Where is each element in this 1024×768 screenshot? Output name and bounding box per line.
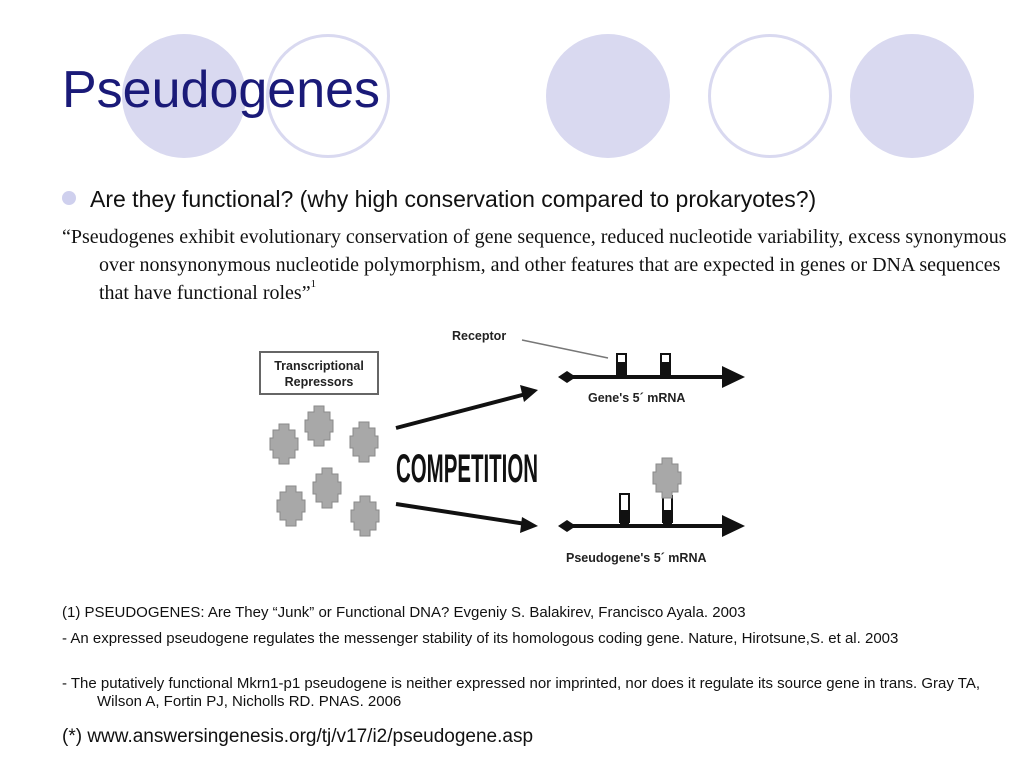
quote-footnote-marker: 1 (310, 278, 317, 290)
reference-2: - An expressed pseudogene regulates the messenger stability of its homologous coding gene. Nature, Hirotsune,S. et al. 2003 (62, 630, 899, 647)
gene-receptor-site-2-fill (661, 362, 670, 376)
bound-repressor-icon (653, 458, 681, 498)
pseudogene-mrna-label: Pseudogene's 5´ mRNA (566, 551, 707, 565)
decor-circle-4 (708, 34, 832, 158)
source-url-line: (*) www.answersingenesis.org/tj/v17/i2/pseudogene.asp (62, 726, 534, 747)
repressor-molecule-icon (350, 422, 378, 462)
repressor-molecules (270, 406, 379, 536)
slide-title: Pseudogenes (62, 61, 381, 119)
quote-paragraph (62, 223, 1024, 307)
reference-1: (1) PSEUDOGENES: Are They “Junk” or Functional DNA? Evgeniy S. Balakirev, Francisco Ayala. 2003 (62, 604, 746, 621)
gene-receptor-site-1-fill (617, 362, 626, 376)
repressor-molecule-icon (313, 468, 341, 508)
bullet-dot-icon (62, 191, 76, 205)
repressor-molecule-icon (351, 496, 379, 536)
decor-circle-5 (850, 34, 974, 158)
repressor-molecule-icon (277, 486, 305, 526)
receptor-pointer-line (522, 340, 608, 358)
quote-text: “Pseudogenes exhibit evolutionary conservation of gene sequence, reduced nucleotide variability, excess synonymous over nonsynonymous nucleotide polymorphism, and other features that are expected in genes or DNA sequences that have functional roles” (62, 226, 1007, 304)
competition-arrow-up-head (520, 385, 538, 402)
pseudogene-mrna-arrowhead-icon (722, 515, 745, 537)
decor-circle-3 (546, 34, 670, 158)
pseudogene-receptor-site-2-fill (663, 510, 672, 524)
repressor-molecule-icon (305, 406, 333, 446)
receptor-label: Receptor (452, 329, 507, 343)
gene-mrna-arrowhead-icon (722, 366, 745, 388)
competition-arrow-up (396, 394, 526, 428)
repressors-label-line2: Repressors (284, 375, 354, 389)
gene-mrna-label: Gene's 5´ mRNA (588, 391, 686, 405)
bullet-item (62, 186, 816, 213)
repressor-molecule-icon (270, 424, 298, 464)
repressors-label-line1: Transcriptional (274, 359, 364, 373)
competition-label: COMPETITION (396, 447, 538, 491)
bullet-text: Are they functional? (why high conservation compared to prokaryotes?) (90, 186, 817, 212)
pseudogene-receptor-site-1-fill (620, 510, 629, 524)
competition-arrow-down-head (520, 517, 538, 533)
competition-arrow-down (396, 504, 526, 524)
reference-3: - The putatively functional Mkrn1-p1 pseudogene is neither expressed nor imprinted, nor does it regulate its source gene in trans. Gray TA, Wilson A, Fortin PJ, Nicholls RD. PNAS. 2006 (62, 675, 980, 710)
competition-diagram (250, 318, 750, 578)
